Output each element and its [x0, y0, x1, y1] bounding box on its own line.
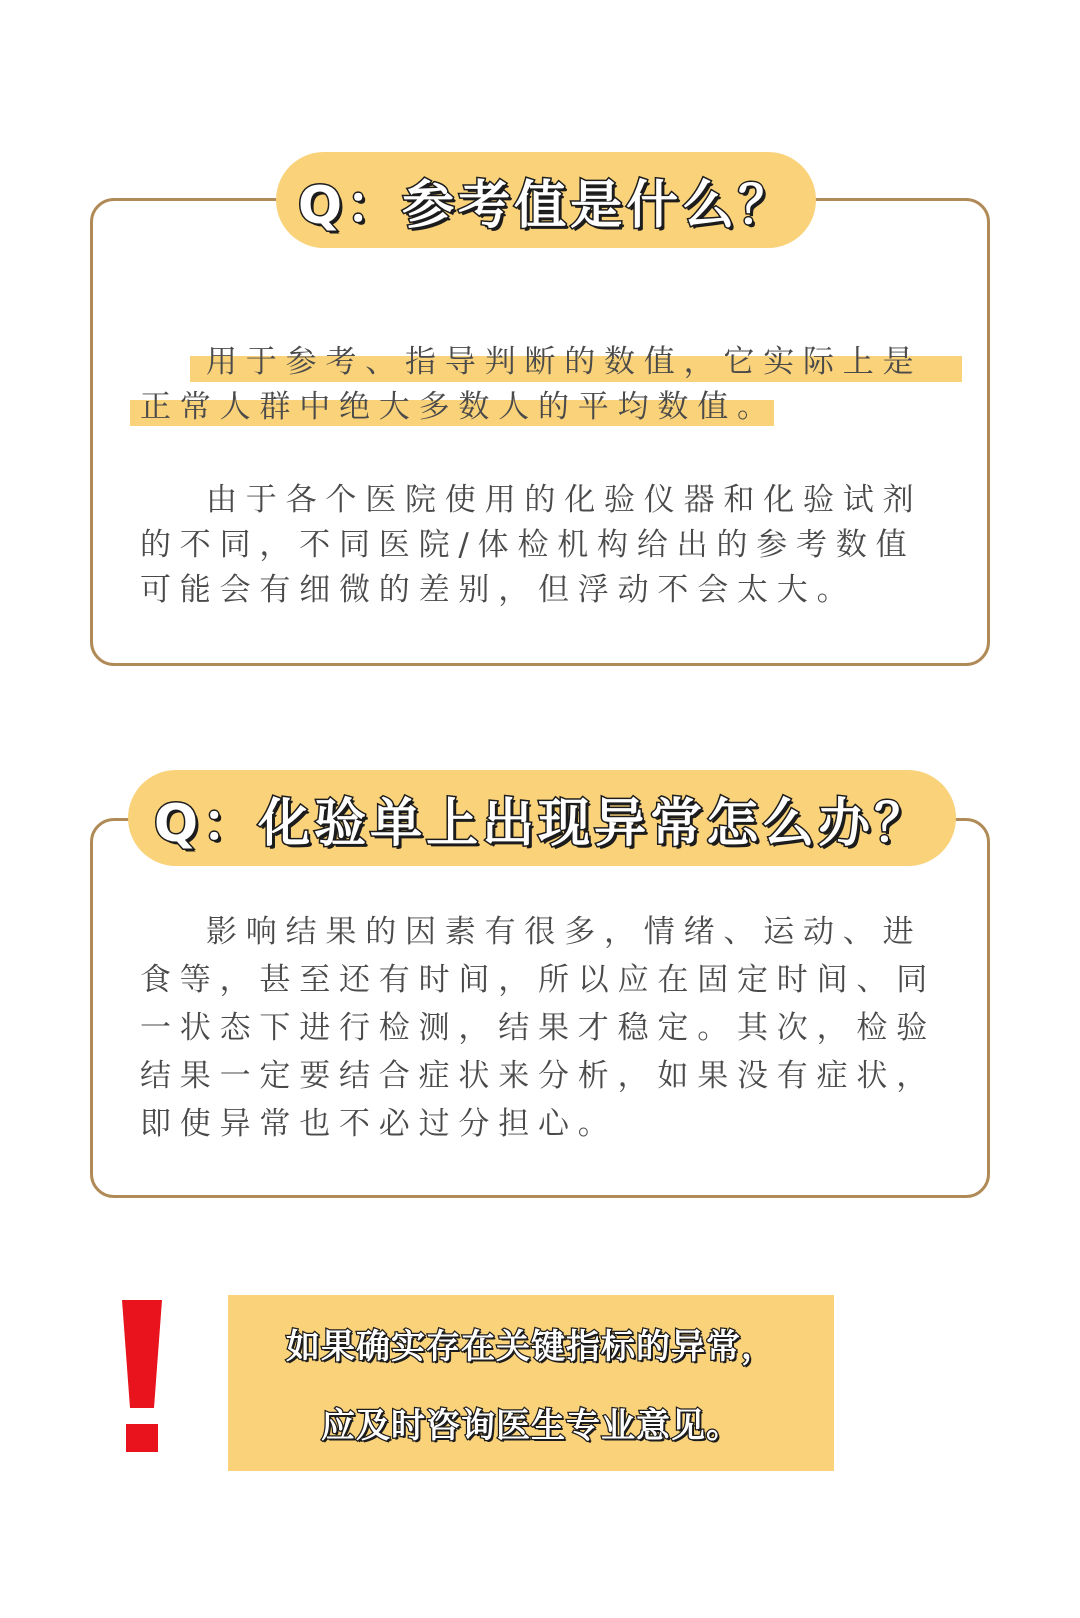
exclamation-icon [120, 1300, 164, 1452]
reference-value-definition: 用于参考、指导判断的数值，它实际上是正常人群中绝大多数人的平均数值。 [140, 344, 923, 425]
consult-doctor-callout [228, 1295, 834, 1471]
callout-line-1: 如果确实存在关键指标的异常， [286, 1327, 776, 1367]
callout-line-2: 应及时咨询医生专业意见。 [321, 1406, 741, 1446]
reference-value-title: Q：参考值是什么？ [276, 152, 816, 248]
abnormal-result-explanation: 影响结果的因素有很多，情绪、运动、进食等，甚至还有时间，所以应在固定时间、同一状态下进行检测，结果才稳定。其次，检验结果一定要结合症状来分析，如果没有症状，即使异常也不必过分担心。 [140, 914, 936, 1142]
abnormal-result-title: Q：化验单上出现异常怎么办？ [128, 770, 956, 866]
reference-value-variation-note: 由于各个医院使用的化验仪器和化验试剂的不同，不同医院/体检机构给出的参考数值可能会有细微的差别，但浮动不会太大。 [140, 482, 923, 608]
